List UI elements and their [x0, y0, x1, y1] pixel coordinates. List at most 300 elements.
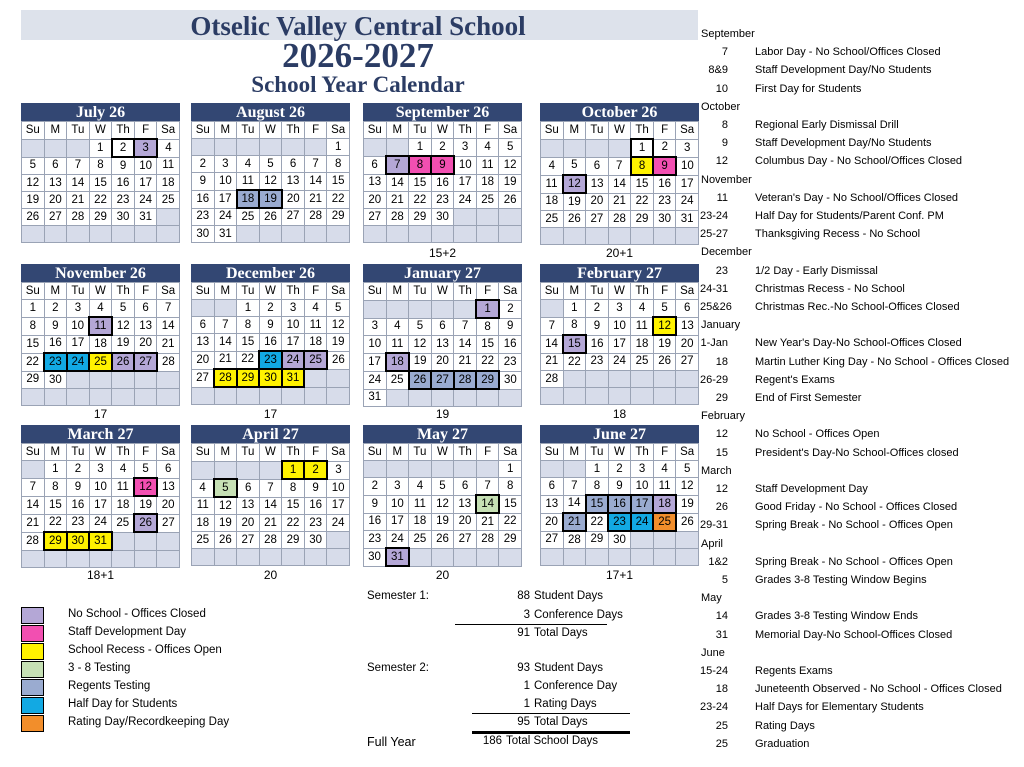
day-cell: 4: [476, 139, 499, 157]
weekday-label: Tu: [586, 122, 609, 140]
day-cell: 11: [304, 317, 327, 334]
empty-day-cell: [157, 209, 180, 226]
day-cell: 8: [327, 156, 350, 173]
empty-day-cell: [454, 389, 477, 407]
event-description: Staff Development Day/No Students: [755, 137, 932, 150]
empty-day-cell: [653, 228, 676, 245]
day-cell: 22: [327, 190, 350, 208]
day-cell: 16: [608, 495, 631, 513]
month-title: June 27: [540, 425, 699, 443]
empty-day-cell: [89, 389, 112, 406]
weekday-label: W: [89, 122, 112, 140]
legend-swatch: [21, 715, 44, 732]
empty-day-cell: [476, 226, 499, 243]
day-cell: 28: [67, 209, 90, 226]
weekday-label: M: [386, 444, 409, 461]
empty-day-cell: [431, 548, 454, 566]
weekday-label: Tu: [67, 122, 90, 140]
month-grid: [21, 282, 180, 406]
day-cell: 13: [134, 317, 157, 335]
weekday-label: Su: [22, 122, 45, 140]
event-date: 25&26: [700, 301, 732, 313]
empty-day-cell: [134, 389, 157, 406]
event-description: Veteran's Day - No School/Offices Closed: [755, 191, 959, 204]
event-description: Regent's Exams: [755, 373, 835, 386]
day-cell: 2: [431, 139, 454, 157]
day-cell: 24: [89, 514, 112, 532]
empty-day-cell: [476, 461, 499, 478]
day-cell: 13: [192, 334, 215, 352]
event-date: 23: [715, 264, 728, 277]
empty-day-cell: [676, 228, 699, 245]
empty-day-cell: [214, 300, 237, 317]
day-cell: 26: [676, 513, 699, 531]
day-cell: 28: [22, 532, 45, 550]
weekday-label: Th: [631, 444, 654, 461]
day-cell: 8: [476, 318, 499, 336]
empty-day-cell: [327, 369, 350, 387]
day-cell: 6: [454, 478, 477, 496]
divider: [455, 624, 607, 625]
empty-day-cell: [386, 226, 409, 243]
event-description: Rating Days: [755, 719, 815, 732]
event-description: Memorial Day-No School-Offices Closed: [755, 628, 953, 641]
day-cell: 3: [134, 139, 157, 157]
empty-day-cell: [541, 228, 564, 245]
day-cell: 26: [259, 208, 282, 226]
weekday-label: W: [431, 444, 454, 461]
month-calendar: [21, 264, 180, 406]
day-cell: 2: [364, 478, 387, 496]
weekday-label: Th: [631, 283, 654, 300]
empty-day-cell: [22, 461, 45, 479]
day-cell: 14: [454, 336, 477, 354]
day-cell: 30: [259, 369, 282, 387]
event-date: 26-29: [700, 373, 729, 386]
day-cell: 11: [237, 173, 260, 191]
day-cell: 28: [157, 353, 180, 371]
day-cell: 13: [44, 175, 67, 192]
day-cell: 24: [67, 353, 90, 371]
empty-day-cell: [214, 461, 237, 479]
weekday-label: M: [563, 444, 586, 461]
day-cell: 12: [134, 478, 157, 496]
day-cell: 11: [112, 478, 135, 496]
month-calendar: [191, 103, 350, 243]
day-cell: 10: [282, 317, 305, 334]
day-cell: 8: [44, 478, 67, 496]
empty-day-cell: [237, 461, 260, 479]
day-cell: 1: [563, 300, 586, 318]
day-cell: 18: [157, 175, 180, 192]
day-cell: 12: [653, 317, 676, 335]
empty-day-cell: [454, 226, 477, 243]
day-cell: 19: [431, 513, 454, 531]
day-cell: 11: [653, 478, 676, 496]
calendar-subtitle: School Year Calendar: [251, 72, 465, 97]
day-cell: 6: [192, 317, 215, 334]
weekday-label: F: [653, 444, 676, 461]
day-cell: 10: [364, 336, 387, 354]
month-title: February 27: [540, 264, 699, 282]
empty-day-cell: [67, 139, 90, 157]
day-cell: 30: [44, 371, 67, 389]
weekday-label: Th: [112, 444, 135, 461]
month-calendar: [363, 425, 522, 567]
month-title: July 26: [21, 103, 180, 121]
day-cell: 27: [431, 371, 454, 389]
day-cell: 6: [676, 300, 699, 318]
empty-day-cell: [431, 389, 454, 407]
instruction-day-count: 20: [435, 568, 450, 582]
day-cell: 2: [112, 139, 135, 157]
day-cell: 30: [431, 209, 454, 226]
weekday-label: Tu: [237, 444, 260, 462]
empty-day-cell: [631, 371, 654, 388]
empty-day-cell: [364, 300, 387, 318]
month-grid: [540, 282, 699, 405]
day-cell: 17: [327, 497, 350, 515]
day-cell: 24: [386, 531, 409, 549]
empty-day-cell: [67, 371, 90, 389]
day-cell: 1: [44, 461, 67, 479]
empty-day-cell: [541, 549, 564, 566]
day-cell: 14: [214, 334, 237, 352]
weekday-label: M: [44, 283, 67, 300]
day-cell: 4: [157, 139, 180, 157]
empty-day-cell: [499, 548, 522, 566]
empty-day-cell: [192, 461, 215, 479]
weekday-label: Th: [112, 283, 135, 300]
day-cell: 23: [653, 193, 676, 211]
day-cell: 9: [586, 317, 609, 335]
empty-day-cell: [454, 461, 477, 478]
day-cell: 18: [631, 335, 654, 353]
weekday-label: Th: [454, 283, 477, 301]
event-description: Thanksgiving Recess - No School: [755, 228, 921, 241]
day-cell: 1: [89, 139, 112, 157]
weekday-label: Sa: [499, 283, 522, 301]
day-cell: 21: [67, 192, 90, 209]
day-cell: 27: [192, 369, 215, 387]
day-cell: 29: [22, 371, 45, 389]
day-cell: 21: [304, 190, 327, 208]
empty-day-cell: [304, 387, 327, 405]
empty-day-cell: [409, 461, 432, 478]
weekday-label: Tu: [409, 444, 432, 461]
day-cell: 20: [157, 496, 180, 514]
day-cell: 15: [22, 335, 45, 353]
month-calendar: [363, 264, 522, 407]
day-cell: 13: [237, 497, 260, 515]
day-cell: 2: [499, 300, 522, 318]
empty-day-cell: [67, 550, 90, 568]
weekday-label: Sa: [327, 122, 350, 139]
month-calendar: [540, 425, 699, 566]
empty-day-cell: [499, 209, 522, 226]
empty-day-cell: [112, 550, 135, 568]
day-cell: 13: [541, 495, 564, 513]
day-cell: 1: [409, 139, 432, 157]
day-cell: 16: [364, 513, 387, 531]
day-cell: 21: [563, 513, 586, 531]
day-cell: 3: [676, 139, 699, 157]
day-cell: 5: [327, 300, 350, 317]
day-cell: 15: [237, 334, 260, 352]
day-cell: 28: [563, 531, 586, 549]
day-cell: 22: [44, 514, 67, 532]
weekday-label: Sa: [327, 444, 350, 462]
weekday-label: Su: [541, 283, 564, 300]
empty-day-cell: [192, 139, 215, 156]
empty-day-cell: [631, 228, 654, 245]
day-cell: 21: [259, 515, 282, 532]
event-date: 8: [721, 119, 728, 131]
empty-day-cell: [608, 139, 631, 157]
day-cell: 14: [563, 495, 586, 513]
weekday-label: W: [431, 122, 454, 139]
day-cell: 16: [304, 497, 327, 515]
day-cell: 9: [112, 157, 135, 175]
day-cell: 24: [327, 515, 350, 532]
empty-day-cell: [608, 388, 631, 405]
month-grid: [191, 282, 350, 405]
day-cell: 14: [22, 496, 45, 514]
weekday-label: Su: [364, 444, 387, 461]
empty-day-cell: [327, 226, 350, 243]
event-description: End of First Semester: [755, 392, 862, 404]
day-cell: 10: [89, 478, 112, 496]
empty-day-cell: [134, 371, 157, 389]
semester-1-label: Semester 1:: [367, 590, 429, 602]
empty-day-cell: [259, 387, 282, 405]
event-date: 12: [715, 428, 728, 441]
empty-day-cell: [386, 461, 409, 478]
empty-day-cell: [214, 139, 237, 156]
weekday-label: Tu: [237, 283, 260, 300]
weekday-label: Tu: [409, 283, 432, 301]
day-cell: 4: [304, 300, 327, 317]
day-cell: 20: [431, 353, 454, 371]
day-cell: 23: [499, 353, 522, 371]
day-cell: 5: [563, 157, 586, 175]
day-cell: 20: [237, 515, 260, 532]
day-cell: 8: [409, 156, 432, 174]
month-calendar: [21, 425, 180, 568]
weekday-label: Th: [282, 444, 305, 462]
day-cell: 30: [304, 532, 327, 549]
day-cell: 6: [44, 157, 67, 175]
day-cell: 25: [89, 353, 112, 371]
day-cell: 15: [89, 175, 112, 192]
event-date: 15: [715, 446, 728, 459]
day-cell: 27: [454, 531, 477, 549]
day-cell: 23: [431, 192, 454, 209]
event-date: 7: [721, 46, 728, 59]
weekday-label: M: [214, 122, 237, 139]
day-cell: 15: [563, 335, 586, 353]
event-description: Labor Day - No School/Offices Closed: [755, 46, 941, 59]
weekday-label: Th: [112, 122, 135, 140]
event-description: Columbus Day - No School/Offices Closed: [755, 155, 963, 168]
day-cell: 3: [386, 478, 409, 496]
day-cell: 12: [676, 478, 699, 496]
legend-label: Staff Development Day: [68, 626, 187, 638]
empty-day-cell: [259, 461, 282, 479]
full-year-text: Total School Days: [506, 735, 599, 747]
day-cell: 24: [282, 351, 305, 369]
day-cell: 14: [259, 497, 282, 515]
empty-day-cell: [454, 548, 477, 566]
day-cell: 7: [608, 157, 631, 175]
day-cell: 3: [282, 300, 305, 317]
legend-label: Rating Day/Recordkeeping Day: [68, 716, 230, 728]
day-cell: 31: [364, 389, 387, 407]
empty-day-cell: [586, 388, 609, 405]
day-cell: 1: [22, 300, 45, 318]
day-cell: 16: [67, 496, 90, 514]
event-date: 25-27: [700, 228, 729, 241]
weekday-label: Sa: [676, 283, 699, 300]
empty-day-cell: [259, 226, 282, 243]
event-description: Juneteenth Observed - No School - Offices Closed: [755, 683, 1002, 696]
day-cell: 29: [237, 369, 260, 387]
day-cell: 21: [541, 353, 564, 371]
day-cell: 16: [44, 335, 67, 353]
empty-day-cell: [454, 209, 477, 226]
event-date: 12: [715, 483, 728, 495]
empty-day-cell: [586, 549, 609, 566]
day-cell: 19: [259, 190, 282, 208]
event-description: 1/2 Day - Early Dismissal: [755, 264, 878, 277]
empty-day-cell: [282, 549, 305, 566]
weekday-label: Tu: [586, 444, 609, 461]
day-cell: 16: [259, 334, 282, 352]
empty-day-cell: [386, 300, 409, 318]
weekday-label: Su: [192, 283, 215, 300]
empty-day-cell: [304, 549, 327, 566]
day-cell: 2: [44, 300, 67, 318]
day-cell: 27: [676, 353, 699, 371]
semester-2-label: Semester 2:: [367, 662, 429, 674]
event-date: 12: [715, 155, 728, 168]
day-cell: 17: [67, 335, 90, 353]
day-cell: 31: [676, 211, 699, 228]
day-cell: 25: [631, 353, 654, 371]
day-cell: 21: [214, 351, 237, 369]
day-cell: 2: [586, 300, 609, 318]
event-date: 9: [721, 137, 728, 150]
day-cell: 21: [454, 353, 477, 371]
empty-day-cell: [653, 531, 676, 549]
day-cell: 22: [476, 353, 499, 371]
empty-day-cell: [563, 228, 586, 245]
event-description: Grades 3-8 Testing Window Begins: [755, 574, 927, 586]
day-cell: 6: [134, 300, 157, 318]
day-cell: 4: [631, 300, 654, 318]
event-description: Regional Early Dismissal Drill: [755, 119, 899, 131]
day-cell: 6: [157, 461, 180, 479]
event-date: 25: [715, 719, 728, 732]
day-cell: 15: [409, 174, 432, 192]
empty-day-cell: [44, 139, 67, 157]
day-cell: 18: [112, 496, 135, 514]
weekday-label: Tu: [586, 283, 609, 300]
empty-day-cell: [409, 226, 432, 243]
weekday-label: F: [134, 122, 157, 140]
day-cell: 30: [499, 371, 522, 389]
day-cell: 4: [653, 461, 676, 478]
day-cell: 1: [631, 139, 654, 157]
semester-2-num: 95: [517, 716, 530, 728]
day-cell: 6: [541, 478, 564, 496]
month-calendar: [21, 103, 180, 243]
day-cell: 18: [653, 495, 676, 513]
day-cell: 1: [476, 300, 499, 318]
weekday-label: F: [476, 444, 499, 461]
day-cell: 7: [541, 317, 564, 335]
day-cell: 31: [89, 532, 112, 550]
day-cell: 14: [541, 335, 564, 353]
empty-day-cell: [89, 371, 112, 389]
divider: [472, 731, 630, 734]
day-cell: 25: [541, 211, 564, 228]
empty-day-cell: [157, 550, 180, 568]
day-cell: 11: [157, 157, 180, 175]
weekday-label: Su: [192, 444, 215, 462]
month-grid: [363, 282, 522, 407]
divider: [472, 713, 630, 714]
day-cell: 18: [89, 335, 112, 353]
event-description: Good Friday - No School - Offices Closed: [755, 501, 958, 514]
day-cell: 15: [327, 173, 350, 191]
day-cell: 15: [631, 175, 654, 193]
event-date: 10: [715, 82, 728, 95]
day-cell: 18: [304, 334, 327, 352]
weekday-label: F: [304, 122, 327, 139]
empty-day-cell: [282, 226, 305, 243]
day-cell: 9: [44, 317, 67, 335]
day-cell: 20: [134, 335, 157, 353]
day-cell: 10: [67, 317, 90, 335]
event-month-header: May: [701, 592, 722, 605]
day-cell: 3: [608, 300, 631, 318]
day-cell: 6: [586, 157, 609, 175]
empty-day-cell: [44, 226, 67, 243]
instruction-day-count: 18+1: [86, 568, 115, 582]
day-cell: 20: [364, 192, 387, 209]
day-cell: 3: [327, 461, 350, 479]
empty-day-cell: [476, 389, 499, 407]
day-cell: 9: [608, 478, 631, 496]
day-cell: 17: [631, 495, 654, 513]
day-cell: 22: [409, 192, 432, 209]
empty-day-cell: [192, 300, 215, 317]
full-year-num: 186: [482, 735, 502, 747]
day-cell: 3: [89, 461, 112, 479]
day-cell: 31: [134, 209, 157, 226]
empty-day-cell: [157, 389, 180, 406]
empty-day-cell: [22, 139, 45, 157]
day-cell: 6: [237, 479, 260, 497]
empty-day-cell: [541, 139, 564, 157]
weekday-label: M: [563, 122, 586, 140]
empty-day-cell: [112, 389, 135, 406]
day-cell: 21: [476, 513, 499, 531]
day-cell: 1: [586, 461, 609, 478]
event-description: First Day for Students: [755, 82, 862, 95]
month-title: November 26: [21, 264, 180, 282]
